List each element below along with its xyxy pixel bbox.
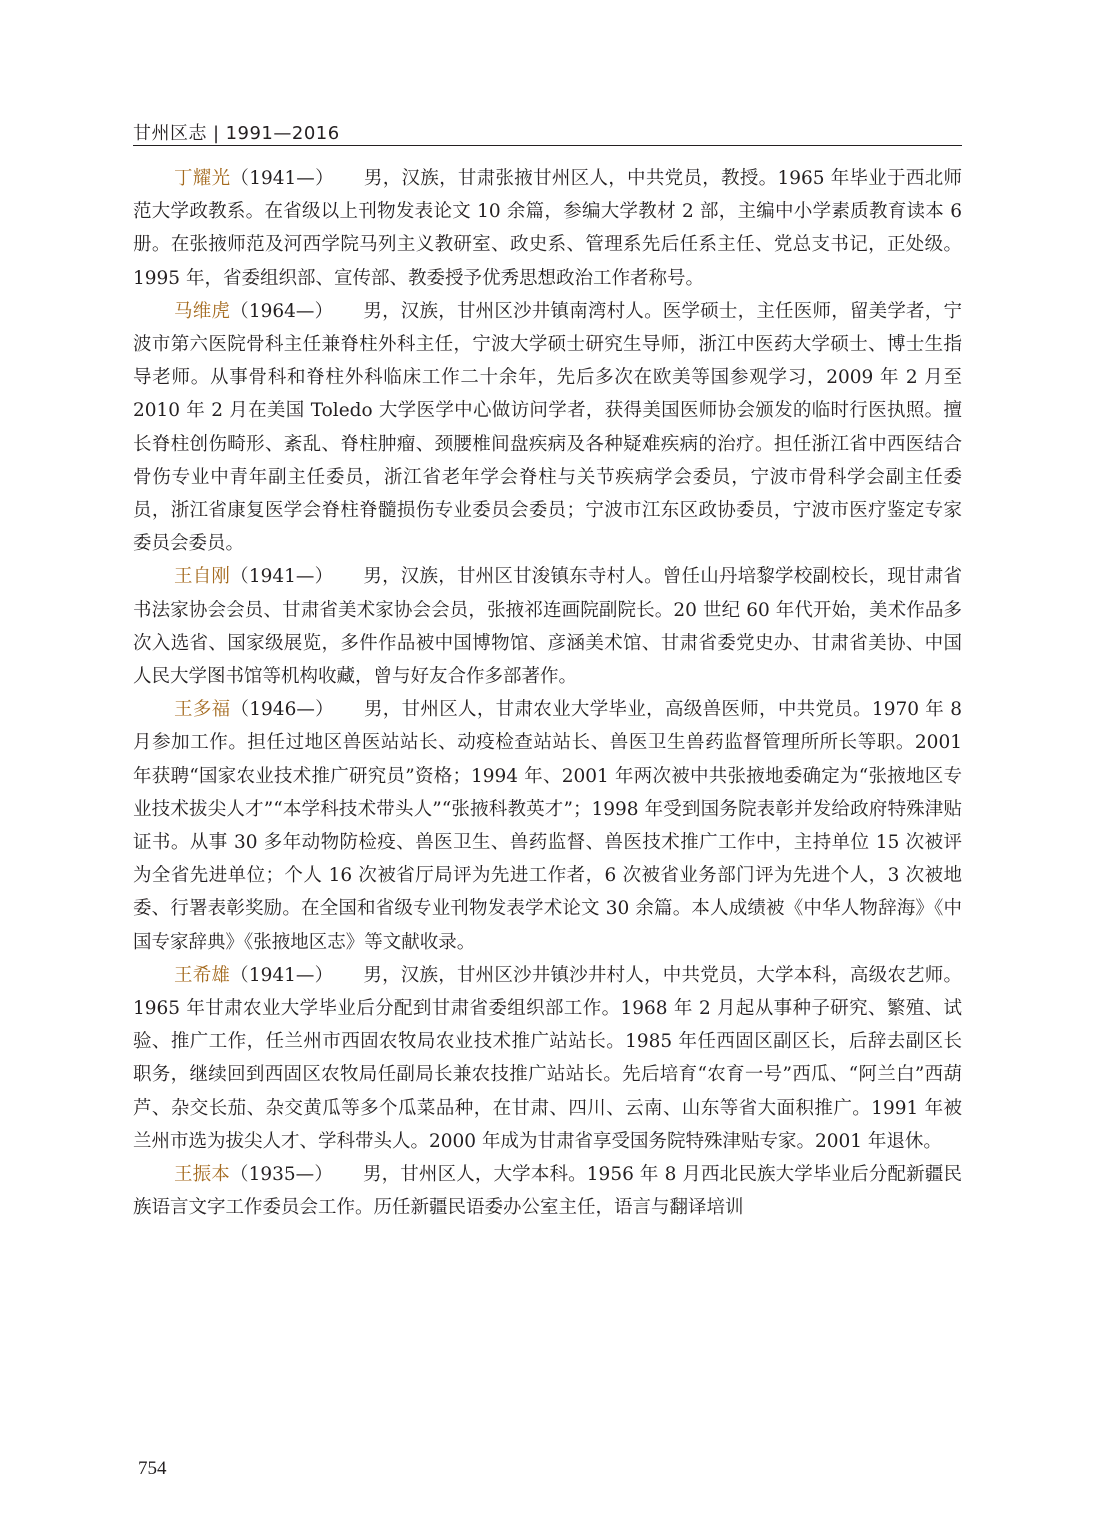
person-name: 马维虎 — [174, 300, 231, 322]
biography-text: 男，甘州区人，大学本科。1956 年 8 月西北民族大学毕业后分配新疆民族语言文字工作委员会工作。历任新疆民语委办公室主任，语言与翻译培训 — [133, 1164, 962, 1219]
person-name: 王振本 — [174, 1164, 230, 1186]
biography-list — [133, 162, 962, 1225]
person-name: 王希雄 — [174, 964, 231, 986]
person-name: 王自刚 — [174, 566, 231, 588]
life-years: （1941—） — [230, 566, 334, 588]
biography-text: 男，甘州区人，甘肃农业大学毕业，高级兽医师，中共党员。1970 年 8 月参加工作。担任过地区兽医站站长、动疫检查站站长、兽医卫生兽药监督管理所所长等职。2001 年获聘“国家农业技术推广研究员”资格；1994 年、2001 年两次被中共张掖地委确定为“张掖地区专业技术拔尖人才”“本学科技术带头人”“张掖科教英才”；1998 年受到国务院表彰并发给政府特殊津贴证书。从事 30 多年动物防检疫、兽医卫生、兽药监督、兽医技术推广工作中，主持单位 15 次被评为全省先进单位；个人 16 次被省厅局评为先进工作者，6 次被省业务部门评为先进个人，3 次被地委、行署表彰奖励。在全国和省级专业刊物发表学术论文 30 余篇。本人成绩被《中华人物辞海》《中国专家辞典》《张掖地区志》等文献收录。 — [133, 699, 962, 953]
biography-entry — [133, 295, 962, 561]
page-number: 754 — [138, 1458, 167, 1479]
life-years: （1941—） — [230, 168, 334, 189]
running-head — [133, 119, 340, 145]
running-head-separator: | — [213, 123, 220, 144]
person-name: 王多福 — [174, 699, 231, 721]
biography-entry — [133, 693, 962, 959]
biography-entry — [133, 959, 962, 1158]
book-title: 甘州区志 — [133, 123, 207, 144]
biography-entry — [133, 1158, 962, 1224]
biography-text: 男，汉族，甘州区沙井镇南湾村人。医学硕士，主任医师，留美学者，宁波市第六医院骨科主任兼脊柱外科主任，宁波大学硕士研究生导师，浙江中医药大学硕士、博士生指导老师。从事骨科和脊柱外科临床工作二十余年，先后多次在欧美等国参观学习，2009 年 2 月至 2010 年 2 月在美国 Toledo 大学医学中心做访问学者，获得美国医师协会颁发的临时行医执照。擅长脊柱创伤畸形、紊乱、脊柱肿瘤、颈腰椎间盘疾病及各种疑难疾病的治疗。担任浙江省中西医结合骨伤专业中青年副主任委员，浙江省老年学会脊柱与关节疾病学会委员，宁波市骨科学会副主任委员，浙江省康复医学会脊柱脊髓损伤专业委员会委员；宁波市江东区政协委员，宁波市医疗鉴定专家委员会委员。 — [133, 300, 962, 555]
period-range: 1991—2016 — [225, 123, 340, 144]
person-name: 丁耀光 — [174, 168, 231, 189]
life-years: （1964—） — [230, 300, 334, 322]
biography-entry — [133, 560, 962, 693]
header-rule — [133, 145, 962, 146]
biography-entry — [133, 162, 962, 295]
biography-text: 男，汉族，甘肃张掖甘州区人，中共党员，教授。1965 年毕业于西北师范大学政教系。在省级以上刊物发表论文 10 余篇，参编大学教材 2 部，主编中小学素质教育读本 6 册。在张掖师范及河西学院马列主义教研室、政史系、管理系先后任系主任、党总支书记，正处级。1995 年，省委组织部、宣传部、教委授予优秀思想政治工作者称号。 — [133, 168, 962, 289]
life-years: （1935—） — [229, 1164, 333, 1186]
life-years: （1941—） — [230, 964, 334, 986]
biography-text: 男，汉族，甘州区甘浚镇东寺村人。曾任山丹培黎学校副校长，现甘肃省书法家协会会员、甘肃省美术家协会会员，张掖祁连画院副院长。20 世纪 60 年代开始，美术作品多次入选省、国家级展览，多件作品被中国博物馆、彦涵美术馆、甘肃省委党史办、甘肃省美协、中国人民大学图书馆等机构收藏，曾与好友合作多部著作。 — [133, 566, 962, 688]
life-years: （1946—） — [230, 699, 334, 721]
biography-text: 男，汉族，甘州区沙井镇沙井村人，中共党员，大学本科，高级农艺师。1965 年甘肃农业大学毕业后分配到甘肃省委组织部工作。1968 年 2 月起从事种子研究、繁殖、试验、推广工作，任兰州市西固农牧局农业技术推广站站长。1985 年任西固区副区长，后辞去副区长职务，继续回到西固区农牧局任副局长兼农技推广站站长。先后培育“农育一号”西瓜、“阿兰白”西葫芦、杂交长茄、杂交黄瓜等多个瓜菜品种，在甘肃、四川、云南、山东等省大面积推广。1991 年被兰州市选为拔尖人才、学科带头人。2000 年成为甘肃省享受国务院特殊津贴专家。2001 年退休。 — [133, 964, 962, 1152]
